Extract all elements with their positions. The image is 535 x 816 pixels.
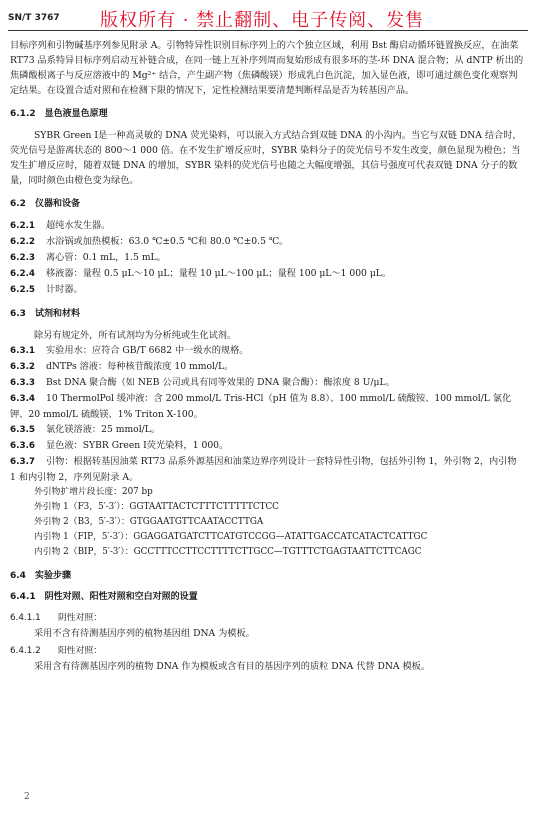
section-6-4-title: 6.4 实验步骤 <box>10 571 71 581</box>
standard-number: SN/T 3767 <box>8 13 60 23</box>
list-item: 6.3.3 Bst DNA 聚合酶（如 NEB 公司或具有同等效果的 DNA 聚合酶）：酶浓度 8 U/μL。 <box>10 377 395 388</box>
section-6-4-1-title: 6.4.1 阴性对照、阳性对照和空白对照的设置 <box>10 592 198 602</box>
list-item: 6.3.2 dNTPs 溶液：每种核苷酸浓度 10 mmol/L。 <box>10 361 234 372</box>
document-body <box>10 38 525 674</box>
section-6-4-1-2-heading: 6.4.1.2 阳性对照： <box>10 646 102 656</box>
list-item: 6.3.1 实验用水：应符合 GB/T 6682 中一级水的规格。 <box>10 345 249 356</box>
section-6-1-2-title: 6.1.2 显色液显色原理 <box>10 109 108 119</box>
section-6-4-1-1-text: 采用不含有待测基因序列的植物基因组 DNA 为模板。 <box>34 628 255 639</box>
list-item: 6.3.7 引物：根据转基因油菜 RT73 品系外源基因和油菜边界序列设计一套特异性引物，包括外引物 1，外引物 2，内引物 1 和内引物 2，序列见附录 A。 <box>10 456 517 483</box>
copyright-watermark: 版权所有 · 禁止翻制、电子传阅、发售 <box>100 10 425 31</box>
intro-paragraph: 目标序列和引物碱基序列参见附录 A。引物特异性识别目标序列上的六个独立区域，利用 Bst 酶启动循环链置换反应，在油菜 RT73 品系特异目标序列启动互补链合成，在同一链上互补序列周而复始形成有很多环的茎-环 DNA 混合物；从 dNTP 析出的焦磷酸根离子与反应溶液中的 Mg²⁺ 结合，产生副产物（焦磷酸镁）形成乳白色沉淀，加入显色液，即可通过颜色变化观察判定结果。在设置合适对照和在检测下限的情况下，定性检测结果要清楚判断样品是否为转基因产品。 <box>10 40 524 96</box>
section-6-4-1-1-heading: 6.4.1.1 阴性对照： <box>10 613 102 623</box>
section-6-2-title: 6.2 仪器和设备 <box>10 199 80 209</box>
primer-sequence: 内引物 1（FIP，5′-3′）：GGAGGATGATCTTCATGTCCGG—ATATTGACCATCATACTCATTGC <box>34 532 428 542</box>
list-item: 6.2.2 水浴锅或加热模板：63.0 ℃±0.5 ℃和 80.0 ℃±0.5 ℃。 <box>10 236 289 247</box>
primer-sequence: 外引物 1（F3，5′-3′）：GGTAATTACTCTTTCTTTTTCTCC <box>34 502 279 512</box>
list-item: 6.2.4 移液器：量程 0.5 μL～10 μL；量程 10 μL～100 μL；量程 100 μL～1 000 μL。 <box>10 268 392 279</box>
list-item: 6.3.6 显色液：SYBR Green Ⅰ荧光染料，1 000。 <box>10 440 229 451</box>
amplicon-length: 外引物扩增片段长度：207 bp <box>34 487 153 497</box>
section-6-3-title: 6.3 试剂和材料 <box>10 309 80 319</box>
section-6-3-intro: 除另有规定外，所有试剂均为分析纯或生化试剂。 <box>34 330 237 341</box>
list-item: 6.3.5 氯化镁溶液：25 mmol/L。 <box>10 424 161 435</box>
reagent-list <box>10 343 525 485</box>
page-number: 2 <box>24 792 30 802</box>
header-rule <box>8 30 528 31</box>
list-item: 6.2.3 离心管：0.1 mL，1.5 mL。 <box>10 252 166 263</box>
list-item: 6.2.1 超纯水发生器。 <box>10 220 111 231</box>
primer-sequence: 内引物 2（BIP，5′-3′）：GCCTTTCCTTCCTTTTCTTGCC—TGTTTCTGAGTAATTCTTCAGC <box>34 547 422 557</box>
list-item: 6.3.4 10 ThermolPol 缓冲液：含 200 mmol/L Tris-HCl（pH 值为 8.8）、100 mmol/L 硫酸铵、100 mmol/L 氯化钾、20 mmol/L 硫酸镁、1% Triton X-100。 <box>10 393 512 420</box>
list-item: 6.2.5 计时器。 <box>10 284 83 295</box>
section-6-1-2-text: SYBR Green Ⅰ是一种高灵敏的 DNA 荧光染料，可以嵌入方式结合到双链 DNA 的小沟内。当它与双链 DNA 结合时，荧光信号是游离状态的 800～1 000 倍。在不发生扩增反应时，SYBR 染料分子的荧光信号不发生改变，颜色显现为橙色；当发生扩增反应时，随着双链 DNA 的增加，SYBR 染料的荧光信号也随之大幅度增强，其信号强度可代表双链 DNA 分子的数量，同时颜色由橙色变为绿色。 <box>10 130 522 186</box>
section-6-4-1-2-text: 采用含有待测基因序列的植物 DNA 作为模板或含有目的基因序列的质粒 DNA 代替 DNA 模板。 <box>34 661 431 672</box>
equipment-list <box>10 218 525 298</box>
primer-sequence: 外引物 2（B3，5′-3′）：GTGGAATGTTCAATACCTTGA <box>34 517 264 527</box>
page-header <box>8 6 528 32</box>
